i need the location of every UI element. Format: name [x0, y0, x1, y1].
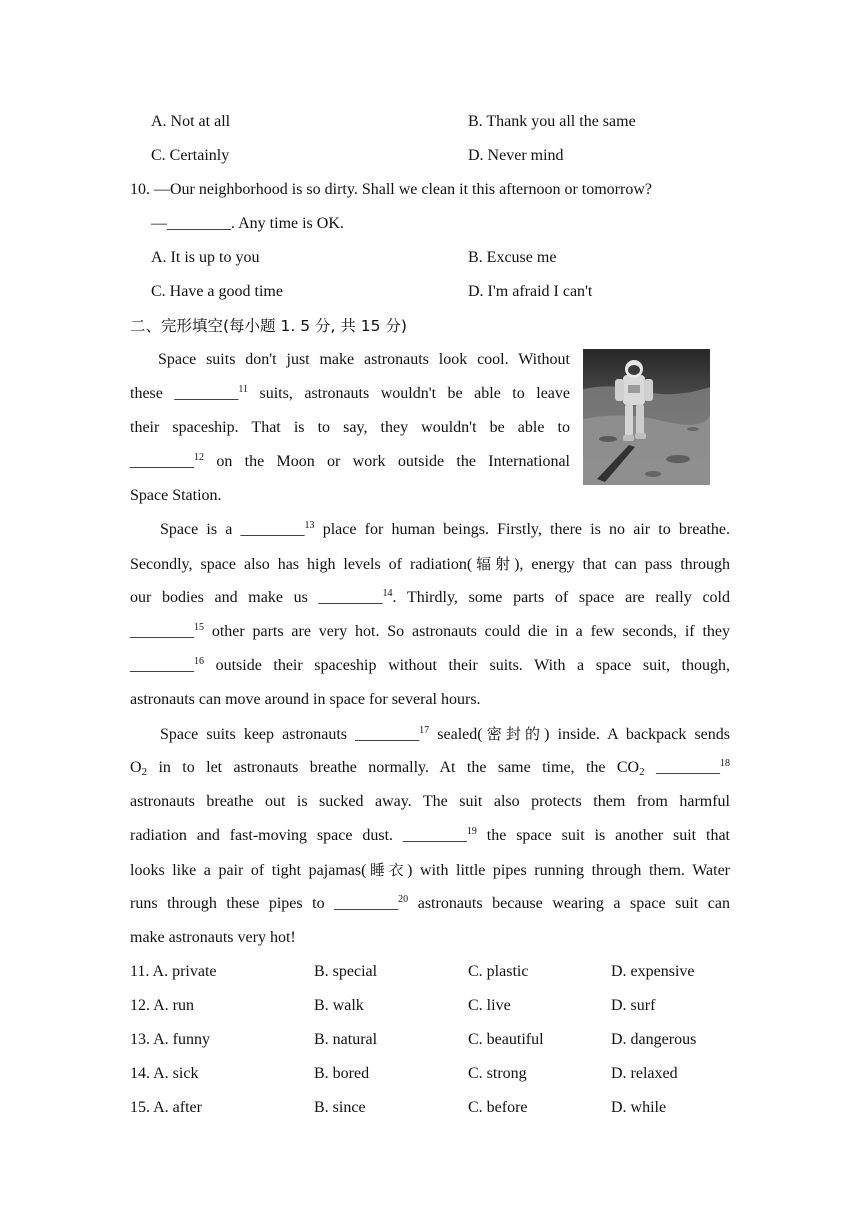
p2-line-5: ________$^{16}$ outside their spaceship without their suits. With a space suit, though, [130, 656, 730, 674]
choice-11-d: D. expensive [611, 963, 695, 980]
q9-option-b: B. Thank you all the same [468, 113, 636, 130]
q9-option-a: A. Not at all [151, 113, 231, 130]
choice-12-d: D. surf [611, 997, 656, 1014]
p3-line-4: radiation and fast-moving space dust. ________$^{19}$ the space suit is another suit that [130, 826, 730, 844]
p3-line-7: make astronauts very hot! [130, 929, 296, 946]
astronaut-moon-photo [583, 349, 710, 485]
q10-option-d: D. I'm afraid I can't [468, 283, 593, 300]
choice-13-d: D. dangerous [611, 1031, 697, 1048]
q10-question: 10. —Our neighborhood is so dirty. Shall we clean it this afternoon or tomorrow? [130, 181, 652, 198]
choice-14-a: 14. A. sick [130, 1065, 199, 1082]
choice-14-c: C. strong [468, 1065, 527, 1082]
choice-15-a: 15. A. after [130, 1099, 202, 1116]
choice-13-b: B. natural [314, 1031, 378, 1048]
p3-line-1: Space suits keep astronauts ________$^{17}$ sealed(密封的) inside. A backpack sends [160, 725, 731, 743]
choice-11-a: 11. A. private [130, 963, 217, 980]
choice-15-d: D. while [611, 1099, 667, 1116]
p2-line-3: our bodies and make us ________$^{14}$. Thirdly, some parts of space are really cold [130, 588, 730, 606]
q10-option-c: C. Have a good time [151, 283, 283, 300]
choice-15-c: C. before [468, 1099, 528, 1116]
p3-line-6: runs through these pipes to ________$^{20}$ astronauts because wearing a space suit can [130, 894, 731, 912]
p2-line-4: ________$^{15}$ other parts are very hot. So astronauts could die in a few seconds, if they [130, 622, 730, 640]
choice-12-a: 12. A. run [130, 997, 194, 1014]
choice-11-c: C. plastic [468, 963, 529, 980]
p1-line-4: ________$^{12}$ on the Moon or work outside the International [130, 452, 570, 470]
choice-14-d: D. relaxed [611, 1065, 678, 1082]
q10-answer-line: —________. Any time is OK. [151, 215, 344, 232]
choice-13-c: C. beautiful [468, 1031, 544, 1048]
p2-line-2: Secondly, space also has high levels of radiation(辐射), energy that can pass through [130, 555, 731, 573]
p2-line-6: astronauts can move around in space for several hours. [130, 691, 481, 708]
choice-14-b: B. bored [314, 1065, 370, 1082]
choice-13-a: 13. A. funny [130, 1031, 210, 1048]
q10-option-a: A. It is up to you [151, 249, 260, 266]
p1-line-2: these ________$^{11}$ suits, astronauts wouldn't be able to leave [130, 384, 570, 402]
p1-line-3: their spaceship. That is to say, they wouldn't be able to [130, 419, 570, 436]
p1-line-1: Space suits don't just make astronauts look cool. Without [158, 351, 570, 368]
p3-line-3: astronauts breathe out is sucked away. The suit also protects them from harmful [130, 793, 730, 810]
q10-option-b: B. Excuse me [468, 249, 557, 266]
choice-15-b: B. since [314, 1099, 366, 1116]
p3-line-5: looks like a pair of tight pajamas(睡衣) with little pipes running through them. Water [130, 861, 730, 879]
choice-12-b: B. walk [314, 997, 364, 1014]
section-heading: 二、完形填空(每小题 1. 5 分, 共 15 分) [130, 317, 407, 335]
p1-line-5: Space Station. [130, 487, 222, 504]
q9-option-c: C. Certainly [151, 147, 230, 164]
p2-line-1: Space is a ________$^{13}$ place for human beings. Firstly, there is no air to breathe. [160, 520, 730, 538]
choice-11-b: B. special [314, 963, 378, 980]
p3-line-2: $O_2$ in to let astronauts breathe normally. At the same time, the $CO_2$ ________$^{18}$ [130, 758, 731, 778]
choice-12-c: C. live [468, 997, 511, 1014]
q9-option-d: D. Never mind [468, 147, 564, 164]
